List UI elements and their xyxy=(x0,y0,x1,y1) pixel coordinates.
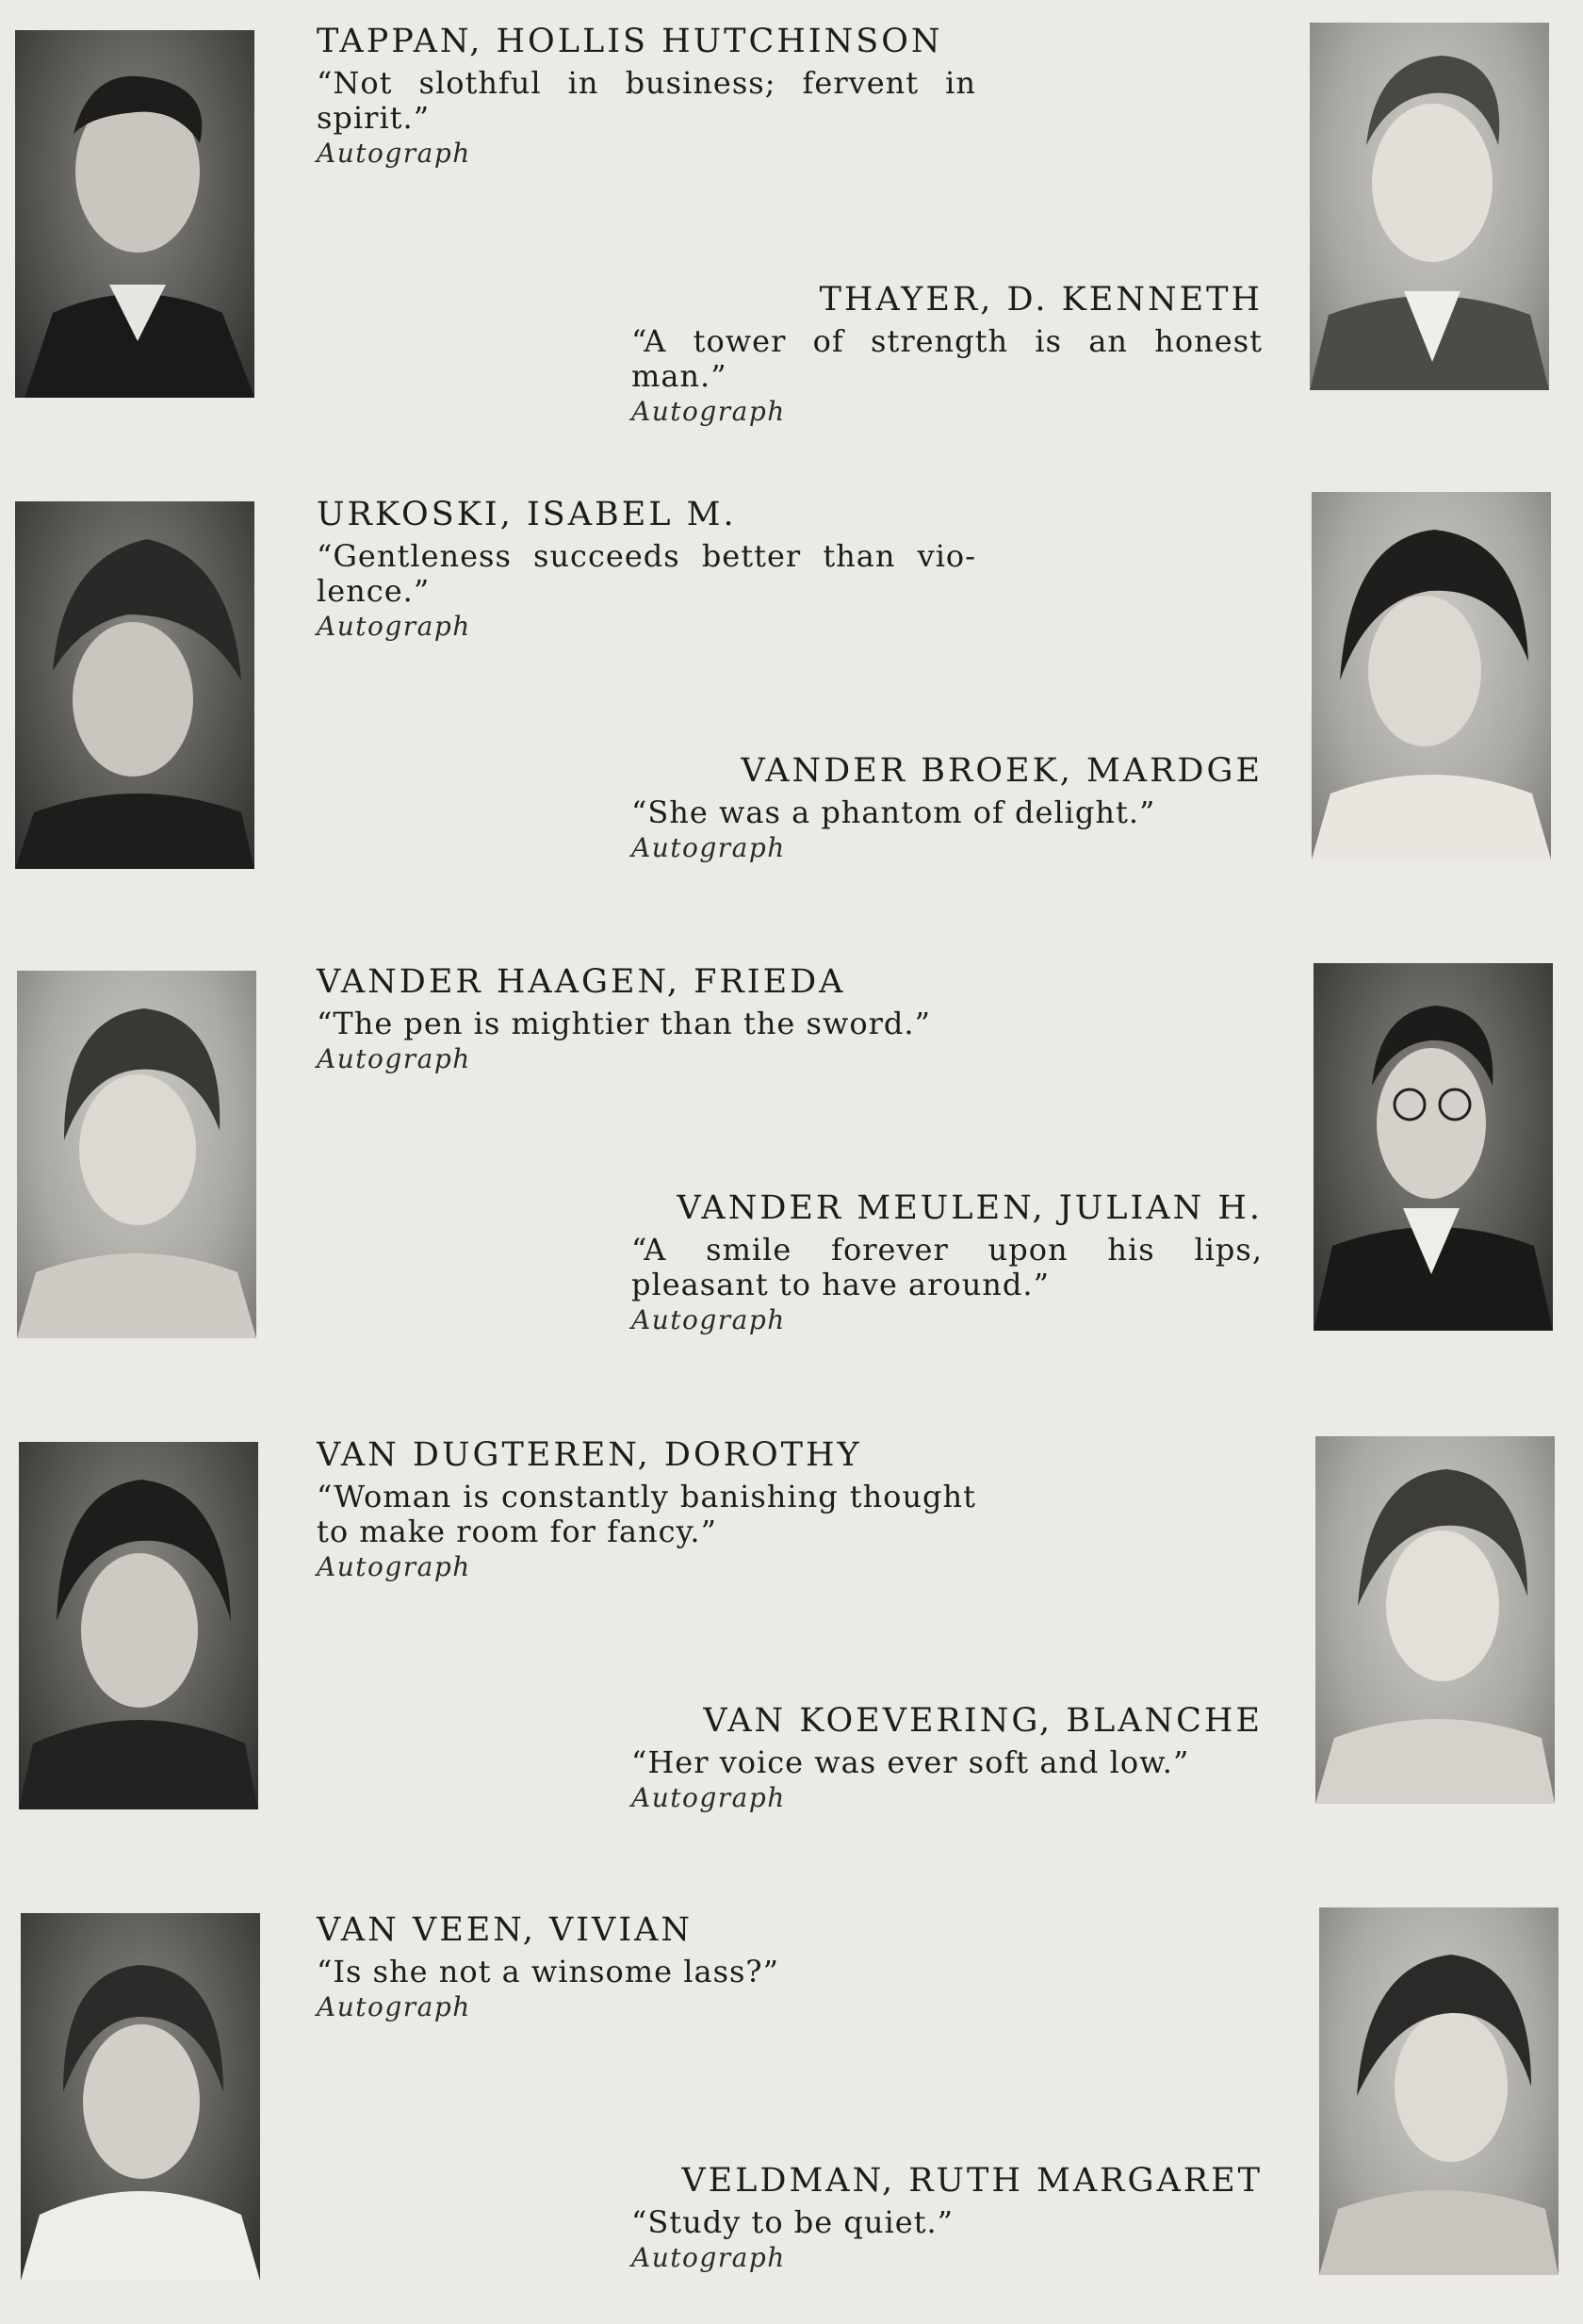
entry-van-veen xyxy=(317,1909,976,2025)
portrait-photo-vander-meulen xyxy=(1314,963,1553,1331)
autograph-label: Autograph xyxy=(631,396,786,427)
autograph-label: Autograph xyxy=(317,1043,471,1074)
autograph-label: Autograph xyxy=(631,1304,786,1335)
entry-van-dugteren xyxy=(317,1434,976,1585)
autograph-label: Autograph xyxy=(317,611,471,642)
student-name: VANDER HAAGEN, FRIEDA xyxy=(317,963,846,1001)
portrait-photo-vander-broek xyxy=(1312,492,1551,859)
student-quote: “Is she not a winsome lass?” xyxy=(317,1954,779,1989)
portrait-photo-thayer xyxy=(1310,23,1549,390)
portrait-photo-tappan xyxy=(15,30,254,398)
portrait-photo-veldman xyxy=(1319,1907,1559,2275)
autograph-label: Autograph xyxy=(631,832,786,863)
student-quote: “Not slothful in business; fervent in spirit.” xyxy=(317,65,976,136)
entry-thayer xyxy=(603,279,1263,430)
entry-vander-haagen xyxy=(317,961,976,1077)
student-name: URKOSKI, ISABEL M. xyxy=(317,496,737,533)
student-name: VAN VEEN, VIVIAN xyxy=(317,1911,694,1949)
student-quote: “Her voice was ever soft and low.” xyxy=(631,1744,1190,1780)
student-name: TAPPAN, HOLLIS HUTCHINSON xyxy=(317,23,943,60)
student-name: VAN KOEVERING, BLANCHE xyxy=(703,1702,1263,1740)
student-name: VANDER MEULEN, JULIAN H. xyxy=(677,1189,1263,1227)
autograph-label: Autograph xyxy=(317,1991,471,2022)
entry-tappan xyxy=(317,21,976,172)
portrait-photo-urkoski xyxy=(15,501,254,869)
autograph-label: Autograph xyxy=(631,1782,786,1813)
student-quote: “She was a phantom of delight.” xyxy=(631,794,1156,830)
autograph-label: Autograph xyxy=(631,2242,786,2273)
portrait-photo-van-dugteren xyxy=(19,1442,258,1809)
portrait-photo-vander-haagen xyxy=(17,971,256,1338)
student-name: THAYER, D. KENNETH xyxy=(819,281,1263,319)
entry-urkoski xyxy=(317,494,976,645)
student-name: VELDMAN, RUTH MARGARET xyxy=(681,2162,1263,2200)
student-quote: “Woman is constantly banishing thought to make room for fancy.” xyxy=(317,1479,976,1549)
student-quote: “A tower of strength is an honest man.” xyxy=(631,323,1263,394)
student-quote: “Study to be quiet.” xyxy=(631,2204,955,2240)
entry-veldman xyxy=(603,2160,1263,2276)
student-quote: “A smile forever upon his lips, pleasant to have around.” xyxy=(631,1232,1263,1302)
entry-van-koevering xyxy=(603,1700,1263,1816)
student-name: VAN DUGTEREN, DOROTHY xyxy=(317,1436,862,1474)
portrait-photo-van-koevering xyxy=(1315,1436,1555,1804)
autograph-label: Autograph xyxy=(317,1551,471,1582)
student-quote: “The pen is mightier than the sword.” xyxy=(317,1006,931,1041)
student-name: VANDER BROEK, MARDGE xyxy=(741,752,1263,790)
autograph-label: Autograph xyxy=(317,138,471,169)
portrait-photo-van-veen xyxy=(21,1913,260,2281)
student-quote: “Gentleness succeeds better than vio-lence.” xyxy=(317,538,976,609)
entry-vander-meulen xyxy=(603,1187,1263,1338)
entry-vander-broek xyxy=(603,750,1263,866)
